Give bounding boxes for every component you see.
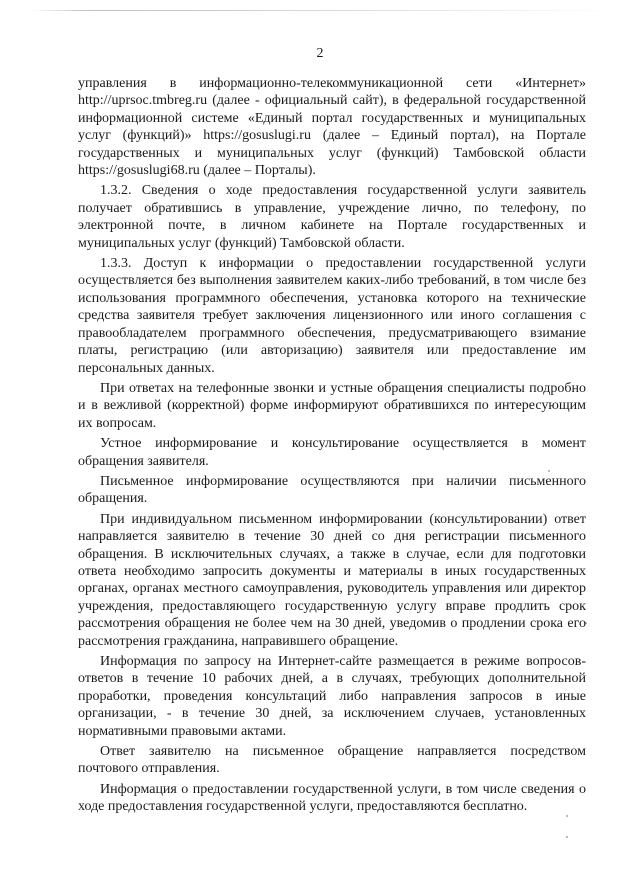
scan-speck [566, 836, 568, 838]
paragraph-3: 1.3.3. Доступ к информации о предоставлении государственной услуги осуществляется без выполнения заявителем каких-либо требований, в том числе без использования программного обеспечения, установка которого на технические средства заявителя требует заключения лицензионного или иного соглашения с правообладателем программного обеспечения, предусматривающего взимание платы, регистрацию (или авторизацию) заявителя или предоставление им персональных данных. [78, 256, 586, 376]
scan-speck [566, 815, 568, 817]
paragraph-1: управления в информационно-телекоммуникационной сети «Интернет» http://uprsoc.tmbreg.ru (далее - официальный сайт), в федеральной государственной информационной системе «Единый портал государственных и муниципальных услуг (функций)» https://gosuslugi.ru (далее – Единый портал), на Портале государственных и муниципальных услуг (функций) Тамбовской области https://gosuslugi68.ru (далее – Порталы). [78, 76, 586, 179]
page-number: 2 [316, 46, 324, 61]
scan-artifact-line [30, 10, 620, 11]
paragraph-2: 1.3.2. Сведения о ходе предоставления государственной услуги заявитель получает обратившись в управление, учреждение лично, по телефону, по электронной почте, в личном кабинете на Портале государственных и муниципальных услуг (функций) Тамбовской области. [78, 183, 586, 251]
paragraph-9: Ответ заявителю на письменное обращение направляется посредством почтового отправления. [78, 744, 586, 777]
paragraph-7: При индивидуальном письменном информировании (консультировании) ответ направляется заявителю в течение 30 дней со дня регистрации письменного обращения. В исключительных случаях, а также в случае, если для подготовки ответа необходимо запросить документы и материалы в иных государственных органах, органах местного самоуправления, руководитель управления или директор учреждения, предоставляющего государственную услугу вправе продлить срок рассмотрения обращения не более чем на 30 дней, уведомив о продлении срока его рассмотрения гражданина, направившего обращение. [78, 511, 586, 649]
paragraph-4: При ответах на телефонные звонки и устные обращения специалисты подробно и в вежливой (корректной) форме информируют обратившихся по интересующим их вопросам. [78, 380, 586, 431]
scan-speck [548, 470, 550, 472]
paragraph-8: Информация по запросу на Интернет-сайте размещается в режиме вопросов-ответов в течение 10 рабочих дней, а в случаях, требующих дополнительной проработки, проведения консультаций либо направления запросов в иные организации, - в течение 30 дней, за исключением случаев, установленных нормативными правовыми актами. [78, 654, 586, 739]
document-body [78, 75, 586, 819]
paragraph-5: Устное информирование и консультирование осуществляется в момент обращения заявителя. [78, 436, 586, 469]
paragraph-6: Письменное информирование осуществляются при наличии письменного обращения. [78, 473, 586, 507]
paragraph-10: Информация о предоставлении государственной услуги, в том числе сведения о ходе предоставления государственной услуги, предоставляются бесплатно. [78, 781, 586, 815]
scan-speck [585, 622, 587, 624]
